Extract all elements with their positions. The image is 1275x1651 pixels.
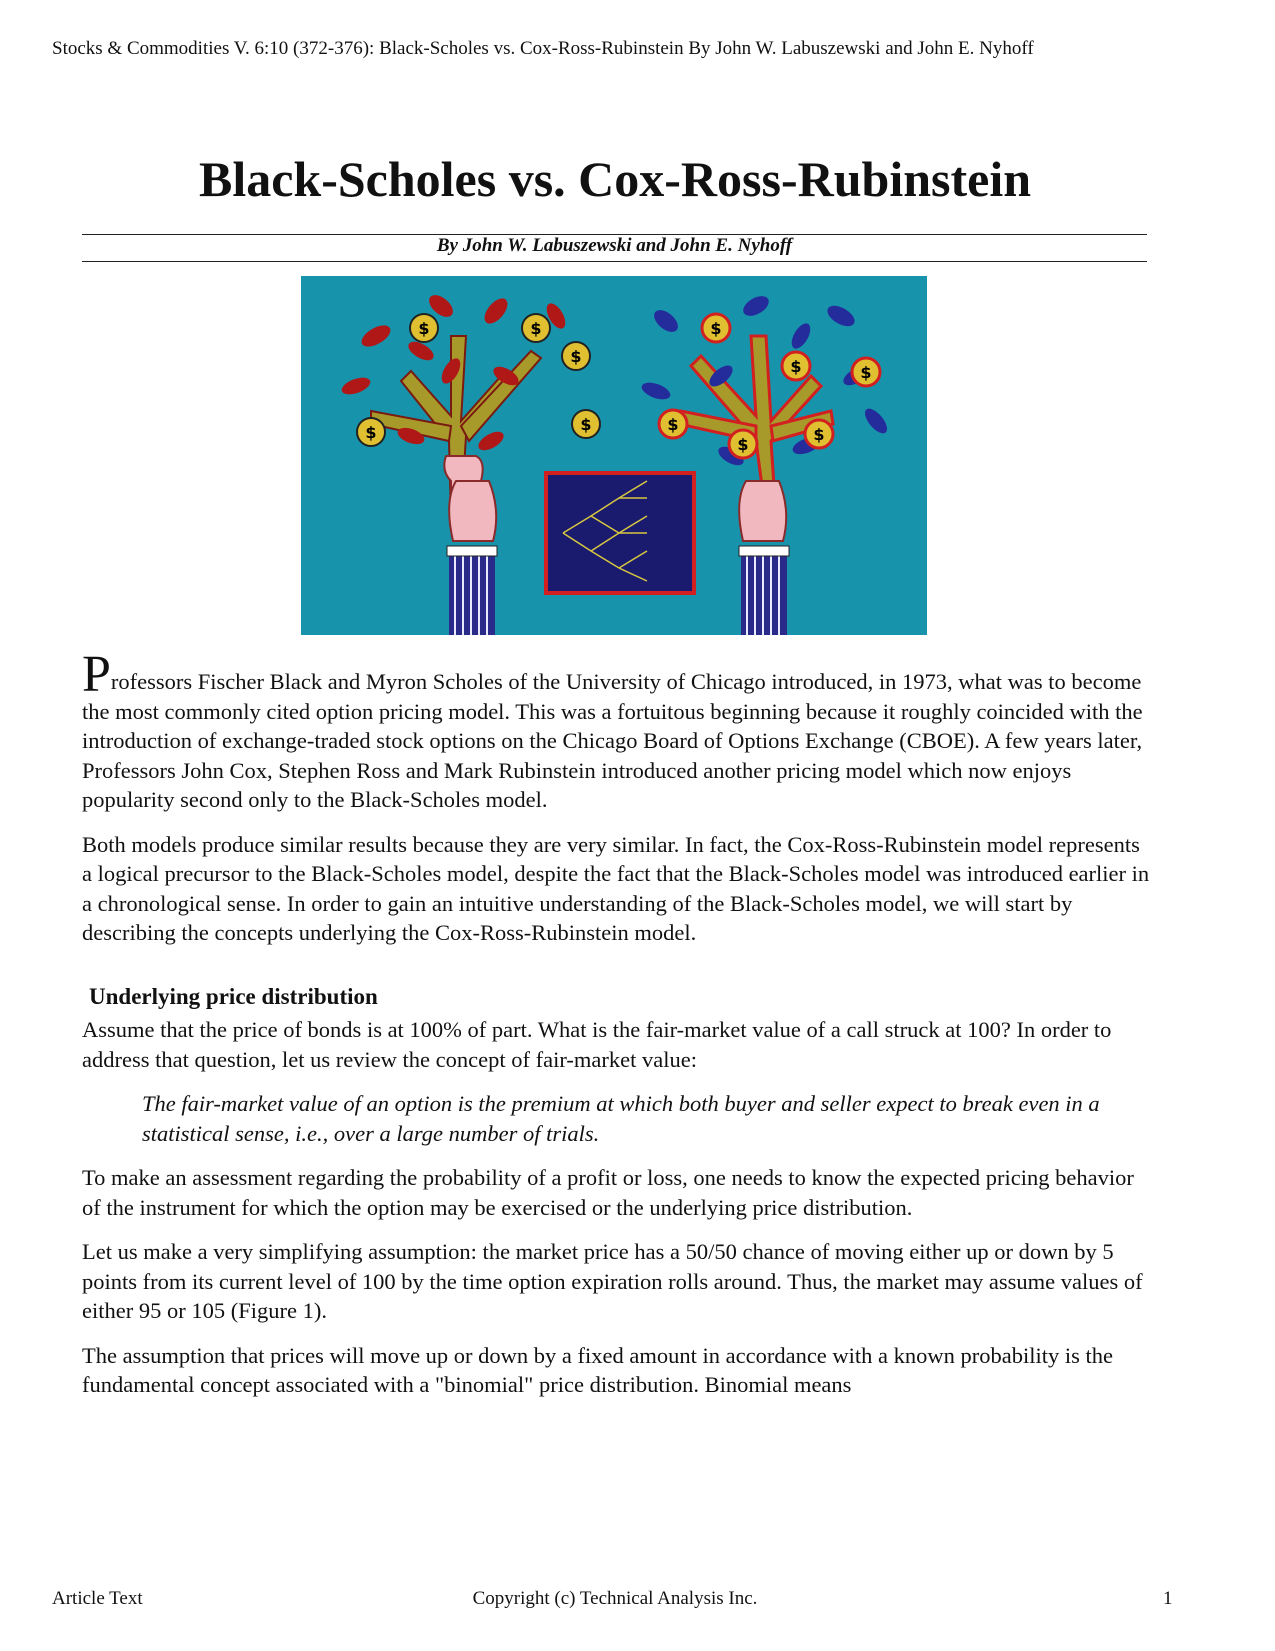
paragraph: Both models produce similar results because they are very similar. In fact, the Cox-Ross-Rubinstein model represents a logical precursor to the Black-Scholes model, despite the fact that the Black-Scholes model was introduced earlier in a chronological sense. In order to gain an intuitive understanding of the Black-Scholes model, we will start by describing the concepts underlying the Cox-Ross-Rubinstein model. [82, 831, 1150, 945]
byline: By John W. Labuszewski and John E. Nyhoff [436, 235, 793, 256]
svg-text:$: $ [737, 435, 749, 454]
coin-11 [805, 420, 833, 448]
svg-text:$: $ [813, 425, 825, 444]
coin-5 [572, 410, 600, 438]
svg-text:$: $ [710, 319, 722, 338]
svg-text:$: $ [580, 415, 592, 434]
paragraph-intro: Professors Fischer Black and Myron Scholes of the University of Chicago introduced, in 1973, what was to become the most commonly cited option pricing model. This was a fortuitous beginning because it roughly coincided with the introduction of exchange-traded stock options on the Chicago Board of Options Exchange (CBOE). A few years later, Professors John Cox, Stephen Ross and Mark Rubinstein introduced another pricing model which now enjoys popularity second only to the Black-Scholes model. [82, 646, 1143, 812]
coin-3 [562, 342, 590, 370]
svg-text:$: $ [860, 363, 872, 382]
paragraph: Assume that the price of bonds is at 100% of part. What is the fair-market value of a call struck at 100? In order to address that question, let us review the concept of fair-market value: [82, 1017, 1112, 1072]
page-number: 1 [1163, 1588, 1173, 1609]
svg-text:$: $ [667, 415, 679, 434]
byline-rule-bottom [82, 261, 1147, 262]
left-hand [444, 456, 497, 635]
coin-9 [659, 410, 687, 438]
svg-text:$: $ [530, 319, 542, 338]
right-hand [739, 481, 789, 635]
svg-text:$: $ [418, 319, 430, 338]
coin-2 [522, 314, 550, 342]
article-body [82, 646, 1152, 1415]
section-heading: Underlying price distribution [89, 983, 378, 1009]
blockquote: The fair-market value of an option is the premium at which both buyer and seller expect to break even in a statistical sense, i.e., over a large number of trials. [142, 1091, 1100, 1146]
running-header: Stocks & Commodities V. 6:10 (372-376): Black-Scholes vs. Cox-Ross-Rubinstein By John W. Labuszewski and John E. Nyhoff [52, 38, 1034, 59]
svg-text:$: $ [570, 347, 582, 366]
paragraph: To make an assessment regarding the probability of a profit or loss, one needs to know the expected pricing behavior of the instrument for which the option may be exercised or the underlying price distribution. [82, 1165, 1134, 1220]
coin-1 [410, 314, 438, 342]
footer-copyright: Copyright (c) Technical Analysis Inc. [472, 1588, 758, 1609]
footer-left: Article Text [52, 1588, 143, 1609]
article-title: Black-Scholes vs. Cox-Ross-Rubinstein [198, 151, 1032, 207]
svg-text:$: $ [365, 423, 377, 442]
coin-10 [729, 430, 757, 458]
svg-text:$: $ [790, 357, 802, 376]
coin-8 [852, 358, 880, 386]
binomial-tree-panel [546, 473, 694, 593]
paragraph: The assumption that prices will move up or down by a fixed amount in accordance with a known probability is the fundamental concept associated with a "binomial" price distribution. Binomial means [82, 1342, 1114, 1397]
coin-4 [357, 418, 385, 446]
paragraph: Let us make a very simplifying assumption: the market price has a 50/50 chance of moving either up or down by 5 points from its current level of 100 by the time option expiration rolls around. Thus, the market may assume values of either 95 or 105 (Figure 1). [82, 1239, 1143, 1323]
coin-6 [702, 314, 730, 342]
article-illustration [301, 276, 927, 635]
coin-7 [782, 352, 810, 380]
drop-cap: P [82, 646, 111, 703]
